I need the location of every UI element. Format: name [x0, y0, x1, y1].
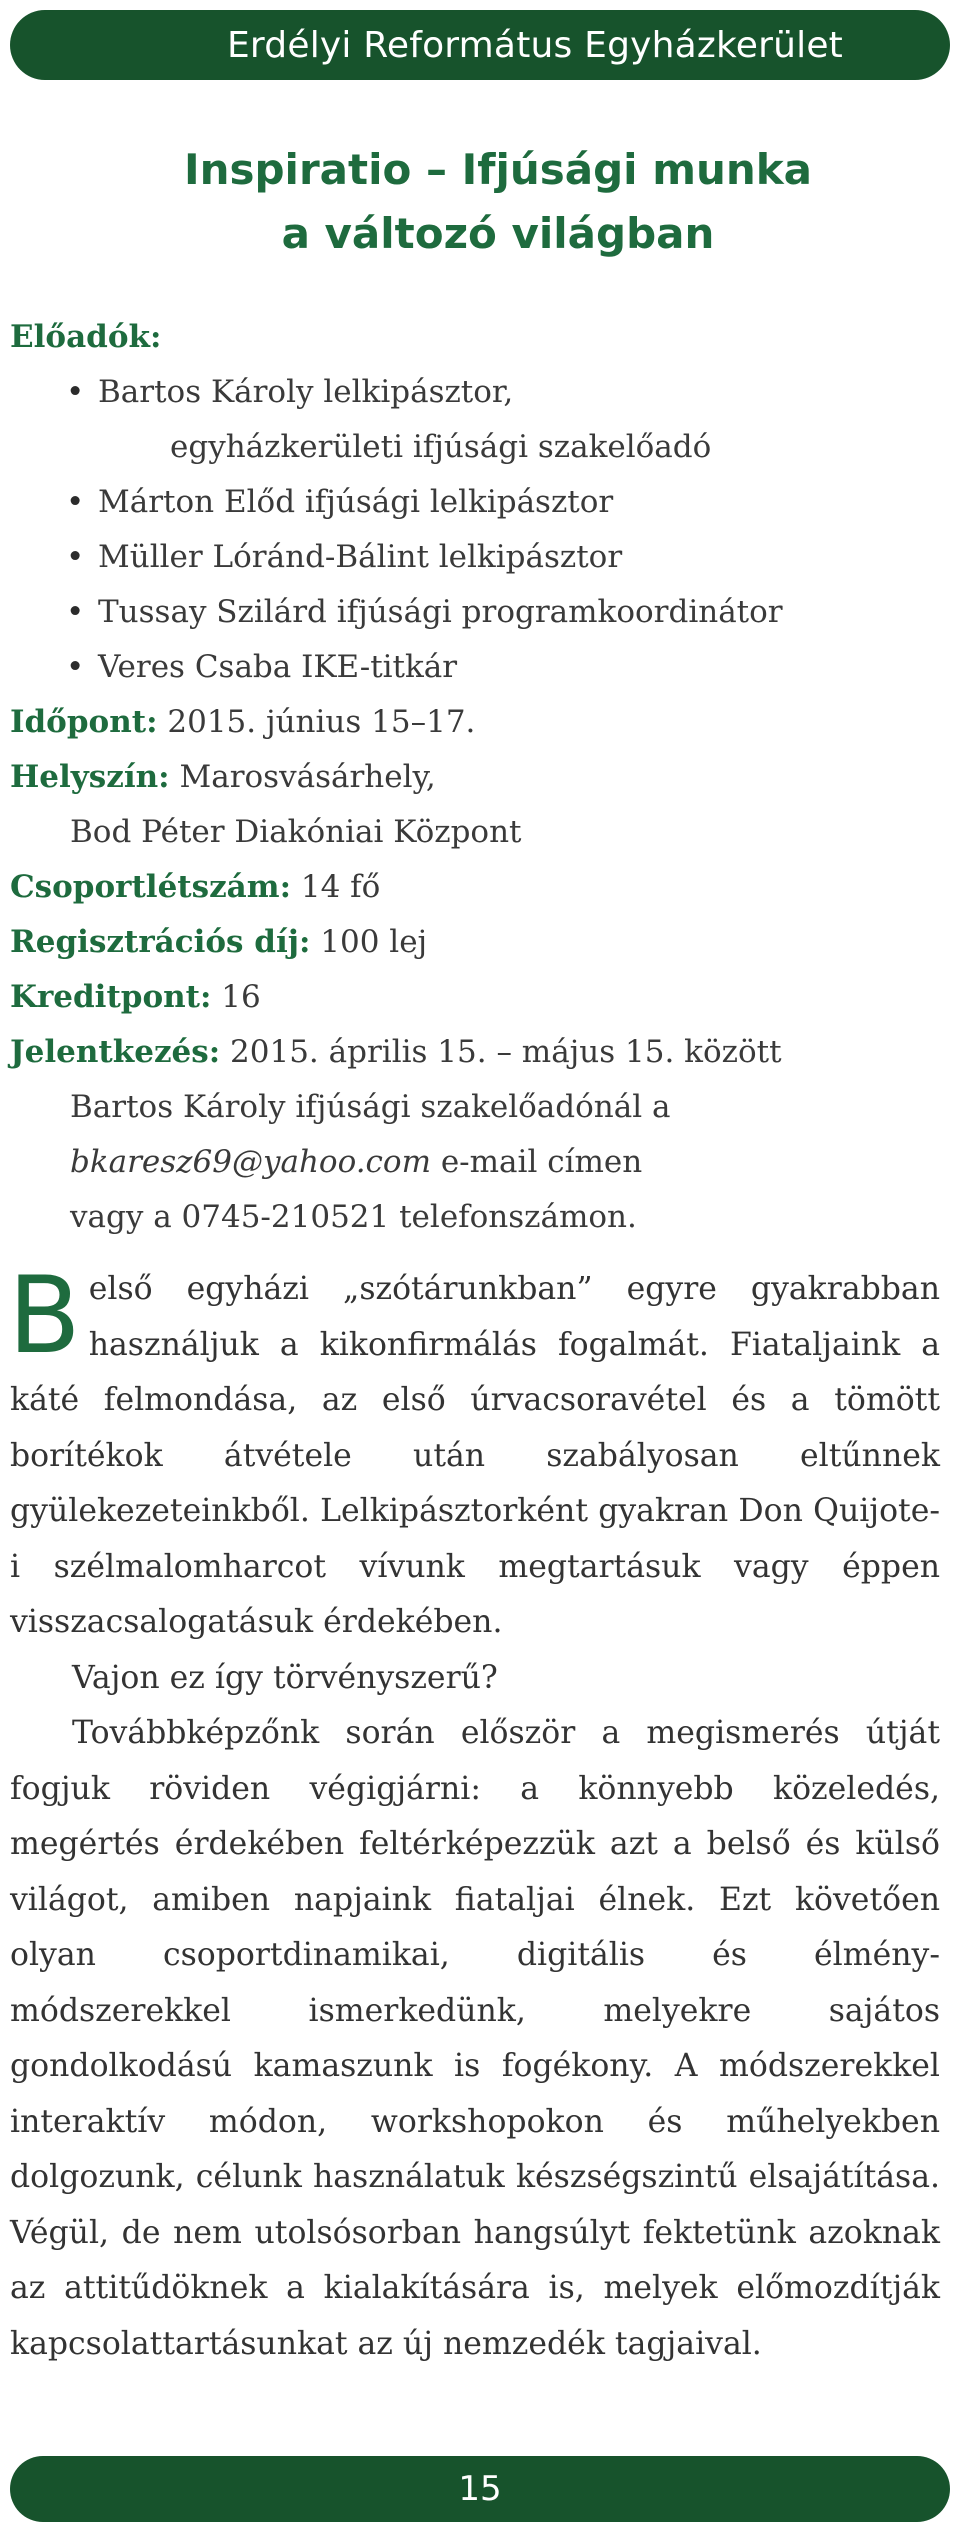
speaker-name: Veres Csaba IKE-titkár	[98, 649, 458, 685]
credit-row	[10, 970, 940, 1025]
header-bar	[10, 10, 950, 80]
group-size-value: 14 fő	[291, 869, 381, 905]
title-line-1: Inspiratio – Ifjúsági munka	[183, 145, 813, 194]
application-row	[10, 1025, 940, 1080]
footer-bar	[10, 2456, 950, 2522]
speakers-label: Előadók:	[10, 319, 162, 355]
paragraph-1-text: első egyházi „szótárunkban” egyre gyakrabban használjuk a kikonfirmálás fogalmát. Fiataljaink a káté felmondása, az első úrvacsoravétel és a tömött borítékok átvétele után szabályosan eltűnnek gyülekezeteinkből. Lelkipásztorként gyakran Don Quijote-i szélmalomharcot vívunk megtartásuk vagy éppen visszacsalogatásuk érdekében.	[10, 1271, 940, 1640]
fee-value: 100 lej	[310, 924, 428, 960]
group-size-label: Csoportlétszám:	[10, 869, 292, 905]
date-value: 2015. június 15–17.	[157, 704, 476, 740]
place-row	[10, 750, 940, 805]
page-title	[0, 138, 960, 266]
application-phone: vagy a 0745-210521 telefonszámon.	[70, 1199, 637, 1235]
speaker-name: Márton Előd ifjúsági lelkipásztor	[98, 484, 614, 520]
date-row	[10, 695, 940, 750]
fee-label: Regisztrációs díj:	[10, 924, 311, 960]
credit-value: 16	[211, 979, 261, 1015]
header-org-name: Erdélyi Református Egyházkerület	[226, 24, 843, 66]
group-size-row	[10, 860, 940, 915]
speaker-name: Tussay Szilárd ifjúsági programkoordinátor	[98, 594, 783, 630]
speaker-item	[10, 365, 940, 420]
email-suffix: e-mail címen	[430, 1144, 643, 1180]
fee-row	[10, 915, 940, 970]
title-line-2: a változó világban	[281, 209, 715, 258]
place-continuation: Bod Péter Diakóniai Központ	[70, 814, 522, 850]
place-value: Marosvásárhely,	[169, 759, 436, 795]
speakers-heading	[10, 310, 940, 365]
application-value: 2015. április 15. – május 15. között	[220, 1034, 782, 1070]
place-label: Helyszín:	[10, 759, 170, 795]
event-info	[10, 310, 940, 1245]
speaker-item	[10, 585, 940, 640]
application-contact: Bartos Károly ifjúsági szakelőadónál a	[70, 1089, 671, 1125]
description	[8, 1254, 940, 2372]
email-link[interactable]: bkaresz69@yahoo.com	[70, 1144, 431, 1180]
credit-label: Kreditpont:	[10, 979, 212, 1015]
paragraph-1	[8, 1254, 940, 1651]
speaker-item-continuation: egyházkerületi ifjúsági szakelőadó	[170, 429, 712, 465]
paragraph-3: Továbbképzőnk során először a megismerés útját fogjuk röviden végigjárni: a könnyebb közeledés, megértés érdekében feltérképezzük azt a belső és külső világot, amiben napjaink fiataljai élnek. Ezt követően olyan csoportdinamikai, digitális és élmény- módszerekkel ismerkedünk, melyekre sajátos gondolkodású kamaszunk is fogékony. A módszerekkel interaktív módon, workshopokon és műhelyekben dolgozunk, célunk használatuk készségszintű elsajátítása. Végül, de nem utolsósorban hangsúlyt fektetünk azoknak az attitűdöknek a kialakítására is, melyek előmozdítják kapcsolattartásunkat az új nemzedék tagjaival.	[10, 1715, 940, 2362]
speaker-item	[10, 475, 940, 530]
speaker-item	[10, 640, 940, 695]
drop-cap: B	[8, 1254, 81, 1377]
page-number: 15	[458, 2469, 502, 2509]
paragraph-2: Vajon ez így törvényszerű?	[72, 1659, 498, 1696]
speaker-item	[10, 530, 940, 585]
speaker-name: Bartos Károly lelkipásztor,	[98, 374, 514, 410]
date-label: Időpont:	[10, 704, 158, 740]
speaker-name: Müller Lóránd-Bálint lelkipásztor	[98, 539, 623, 575]
application-label: Jelentkezés:	[10, 1034, 221, 1070]
application-email-row	[10, 1135, 940, 1190]
